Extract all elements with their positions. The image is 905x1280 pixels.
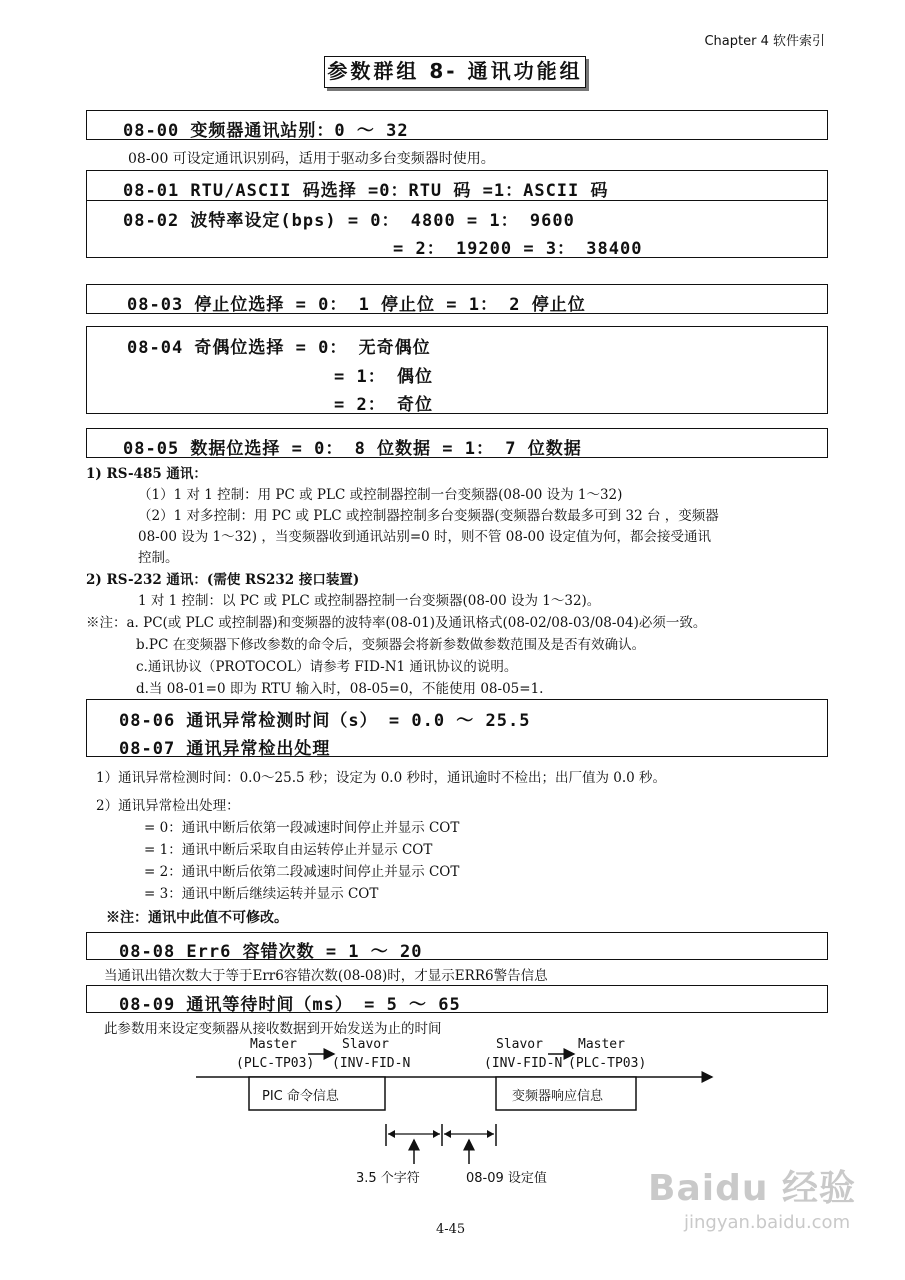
page-title: 参数群组 8- 通讯功能组 — [324, 56, 586, 88]
diagram-slavor-1: Slavor — [342, 1037, 389, 1052]
param-0807-desc: 2）通讯异常检出处理： — [96, 798, 240, 814]
param-0804-line3: = 2： 奇位 — [334, 395, 433, 415]
diagram-label-setting: 08-09 设定值 — [466, 1171, 547, 1186]
param-0807-note: ※注：通讯中此值不可修改。 — [106, 910, 288, 926]
param-0807-title: 08-07 通讯异常检出处理 — [119, 739, 331, 759]
param-0801-title: 08-01 RTU/ASCII 码选择 =0：RTU 码 =1：ASCII 码 — [123, 181, 609, 201]
param-0806-title: 08-06 通讯异常检测时间（s） = 0.0 ～ 25.5 — [119, 711, 531, 731]
watermark-logo: Baidu 经验 — [648, 1168, 857, 1209]
diagram-inv-2: (INV-FID-N — [484, 1056, 563, 1071]
diagram-response-box: 变频器响应信息 — [512, 1089, 604, 1104]
param-0802-line1: 08-02 波特率设定(bps) = 0： 4800 = 1： 9600 — [123, 211, 575, 231]
rs485-line2a: （2）1 对多控制：用 PC 或 PLC 或控制器控制多台变频器(变频器台数最多可到 32 台 ，变频器 — [138, 508, 719, 524]
diagram-command-box: PIC 命令信息 — [262, 1089, 339, 1104]
rs485-line2b: 08-00 设为 1～32) ，当变频器收到通讯站别=0 时，则不管 08-00 设定值为何，都会接受通讯 — [138, 529, 712, 545]
diagram-master-2: Master — [578, 1037, 625, 1052]
param-0808-desc: 当通讯出错次数大于等于Err6容错次数(08-08)时，才显示ERR6警告信息 — [104, 968, 548, 984]
param-0803-title: 08-03 停止位选择 = 0： 1 停止位 = 1： 2 停止位 — [127, 295, 586, 315]
param-0807-option-3: = 3：通讯中断后继续运转并显示 COT — [144, 886, 379, 902]
param-0809-title: 08-09 通讯等待时间（ms） = 5 ～ 65 — [119, 995, 461, 1015]
rs232-line1: 1 对 1 控制：以 PC 或 PLC 或控制器控制一台变频器(08-00 设为 1～32)。 — [138, 593, 601, 609]
param-0800-desc: 08-00 可设定通讯识别码，适用于驱动多台变频器时使用。 — [128, 151, 495, 167]
rs485-line2c: 控制。 — [138, 550, 179, 566]
diagram-slavor-2: Slavor — [496, 1037, 543, 1052]
note-c: c.通讯协议（PROTOCOL）请参考 FID-N1 通讯协议的说明。 — [136, 659, 518, 675]
note-a: ※注：a. PC(或 PLC 或控制器)和变频器的波特率(08-01)及通讯格式(08-02/08-03/08-04)必须一致。 — [86, 615, 707, 631]
chapter-header: Chapter 4 软件索引 — [704, 34, 825, 49]
note-d: d.当 08-01=0 即为 RTU 输入时，08-05=0，不能使用 08-05=1. — [136, 681, 544, 697]
rs485-title: 1) RS-485 通讯： — [86, 466, 207, 482]
param-0804-line2: = 1： 偶位 — [334, 367, 433, 387]
param-0804-line1: 08-04 奇偶位选择 = 0： 无奇偶位 — [127, 338, 431, 358]
diagram-master-1: Master — [250, 1037, 297, 1052]
param-0805-title: 08-05 数据位选择 = 0： 8 位数据 = 1： 7 位数据 — [123, 439, 582, 459]
diagram-plc-2: (PLC-TP03) — [568, 1056, 647, 1071]
param-0802-line2: = 2： 19200 = 3： 38400 — [393, 239, 643, 259]
param-0809-desc: 此参数用来设定变频器从接收数据到开始发送为止的时间 — [104, 1021, 442, 1037]
watermark-url: jingyan.baidu.com — [684, 1212, 851, 1233]
param-0807-option-2: = 2：通讯中断后依第二段减速时间停止并显示 COT — [144, 864, 460, 880]
param-0806-desc: 1）通讯异常检测时间：0.0～25.5 秒；设定为 0.0 秒时，通讯逾时不检出；出厂值为 0.0 秒。 — [96, 770, 667, 786]
page-number: 4-45 — [436, 1222, 466, 1237]
note-b: b.PC 在变频器下修改参数的命令后，变频器会将新参数做参数范围及是否有效确认。 — [136, 637, 646, 653]
param-0800-title: 08-00 变频器通讯站别：0 ～ 32 — [123, 121, 409, 141]
rs232-title: 2) RS-232 通讯：(需使 RS232 接口装置) — [86, 572, 360, 588]
param-0808-title: 08-08 Err6 容错次数 = 1 ～ 20 — [119, 942, 423, 962]
param-0807-option-1: = 1：通讯中断后采取自由运转停止并显示 COT — [144, 842, 433, 858]
rs485-line1: （1）1 对 1 控制：用 PC 或 PLC 或控制器控制一台变频器(08-00 设为 1～32) — [138, 487, 623, 503]
diagram-label-chars: 3.5 个字符 — [356, 1171, 420, 1186]
diagram-plc-1: (PLC-TP03) — [236, 1056, 315, 1071]
param-0807-option-0: = 0：通讯中断后依第一段减速时间停止并显示 COT — [144, 820, 460, 836]
diagram-inv-1: (INV-FID-N — [332, 1056, 411, 1071]
